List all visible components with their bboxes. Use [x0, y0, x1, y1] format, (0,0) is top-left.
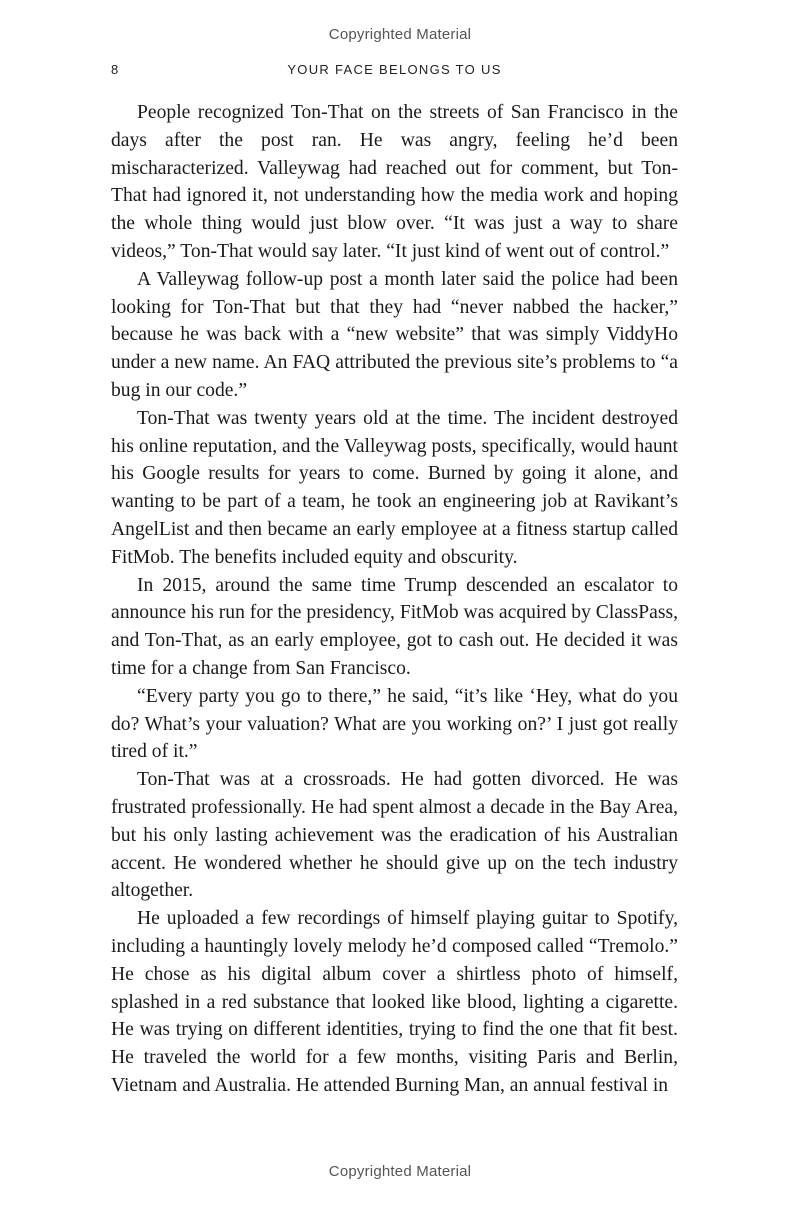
running-title: YOUR FACE BELONGS TO US — [287, 62, 502, 77]
paragraph: A Valleywag follow-up post a month later said the police had been looking for Ton-That but that they had “never nabbed the hacker,” because he was back with a “new website” that was simply ViddyHo under a new name. An FAQ attributed the previous site’s problems to “a bug in our code.” — [111, 268, 678, 401]
running-head — [111, 62, 678, 82]
paragraph: He uploaded a few recordings of himself playing guitar to Spotify, including a hauntingly lovely melody he’d composed called “Tremolo.” He chose as his digital album cover a shirtless photo of himself, splashed in a red substance that looked like blood, lighting a cigarette. He was trying on different identities, trying to find the one that fit best. He traveled the world for a few months, visiting Paris and Berlin, Vietnam and Australia. He attended Burning Man, an annual festival in — [111, 908, 678, 1096]
paragraph: “Every party you go to there,” he said, “it’s like ‘Hey, what do you do? What’s your valuation? What are you working on?’ I just got really tired of it.” — [111, 685, 678, 763]
copyright-watermark-bottom: Copyrighted Material — [328, 1163, 472, 1180]
paragraph: Ton-That was twenty years old at the time. The incident destroyed his online reputation, and the Valleywag posts, specifically, would haunt his Google results for years to come. Burned by going it alone, and wanting to be part of a team, he took an engineering job at Ravikant’s AngelList and then became an early employee at a fitness startup called FitMob. The benefits included equity and obscurity. — [111, 407, 678, 568]
body-text — [111, 99, 678, 1100]
paragraph: People recognized Ton-That on the streets of San Francisco in the days after the post ran. He was angry, feeling he’d been mischaracterized. Valleywag had reached out for comment, but Ton-That had ignored it, not understanding how the media work and hoping the whole thing would just blow over. “It was just a way to share videos,” Ton-That would say later. “It just kind of went out of control.” — [111, 102, 678, 262]
copyright-watermark-top: Copyrighted Material — [328, 26, 472, 43]
paragraph: Ton-That was at a crossroads. He had gotten divorced. He was frustrated professionally. He had spent almost a decade in the Bay Area, but his only lasting achievement was the eradication of his Australian accent. He wondered whether he should give up on the tech industry altogether. — [111, 769, 678, 902]
paragraph: In 2015, around the same time Trump descended an escalator to announce his run for the presidency, FitMob was acquired by ClassPass, and Ton-That, as an early employee, got to cash out. He decided it was time for a change from San Francisco. — [111, 574, 678, 679]
page-number: 8 — [111, 62, 119, 77]
